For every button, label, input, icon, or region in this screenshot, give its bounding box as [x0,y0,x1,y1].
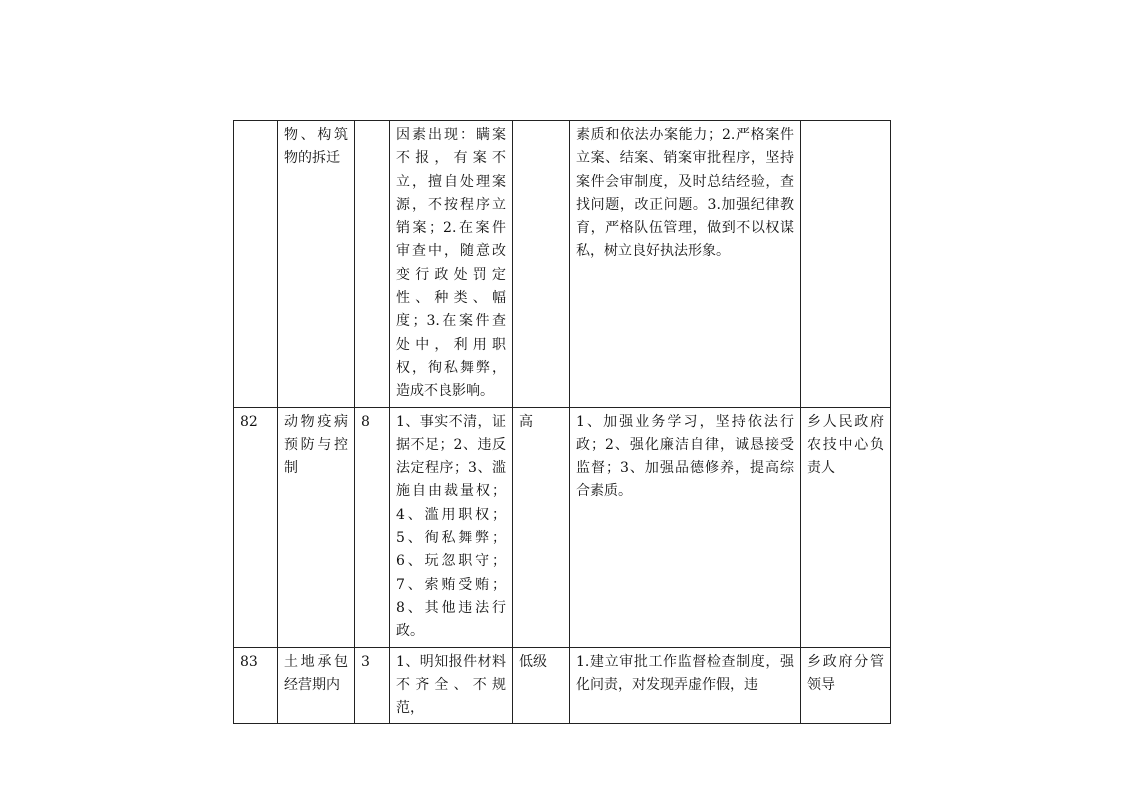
control-measures-cell: 1、加强业务学习，坚持依法行政；2、强化廉洁自律，诚恳接受监督；3、加强品德修养，提高综合素质。 [570,407,801,647]
count-cell [355,121,390,408]
risk-description-cell: 1、事实不清，证据不足；2、违反法定程序；3、滥施自由裁量权；4、滥用职权；5、徇私舞弊；6、玩忽职守；7、索贿受贿；8、其他违法行政。 [390,407,513,647]
count-cell: 3 [355,647,390,724]
table-row [234,647,891,724]
risk-control-table [233,120,891,724]
responsible-person-cell: 乡人民政府农技中心负责人 [801,407,891,647]
risk-description-cell: 1、明知报件材料不齐全、不规范， [390,647,513,724]
item-name-cell: 物、构筑物的拆迁 [278,121,355,408]
table-row [234,407,891,647]
table-row [234,121,891,408]
risk-level-cell: 高 [513,407,570,647]
row-number-cell: 83 [234,647,278,724]
control-measures-cell: 1.建立审批工作监督检查制度，强化问责，对发现弄虚作假，违 [570,647,801,724]
risk-level-cell: 低级 [513,647,570,724]
count-cell: 8 [355,407,390,647]
responsible-person-cell: 乡政府分管领导 [801,647,891,724]
item-name-cell: 动物疫病预防与控制 [278,407,355,647]
item-name-cell: 土地承包经营期内 [278,647,355,724]
row-number-cell: 82 [234,407,278,647]
control-measures-cell: 素质和依法办案能力；2.严格案件立案、结案、销案审批程序，坚持案件会审制度，及时总结经验，查找问题，改正问题。3.加强纪律教育，严格队伍管理，做到不以权谋私，树立良好执法形象。 [570,121,801,408]
row-number-cell [234,121,278,408]
responsible-person-cell [801,121,891,408]
risk-description-cell: 因素出现：瞒案不报，有案不立，擅自处理案源，不按程序立销案；2.在案件审查中，随意改变行政处罚定性、种类、幅度；3.在案件查处中，利用职权，徇私舞弊，造成不良影响。 [390,121,513,408]
risk-level-cell [513,121,570,408]
